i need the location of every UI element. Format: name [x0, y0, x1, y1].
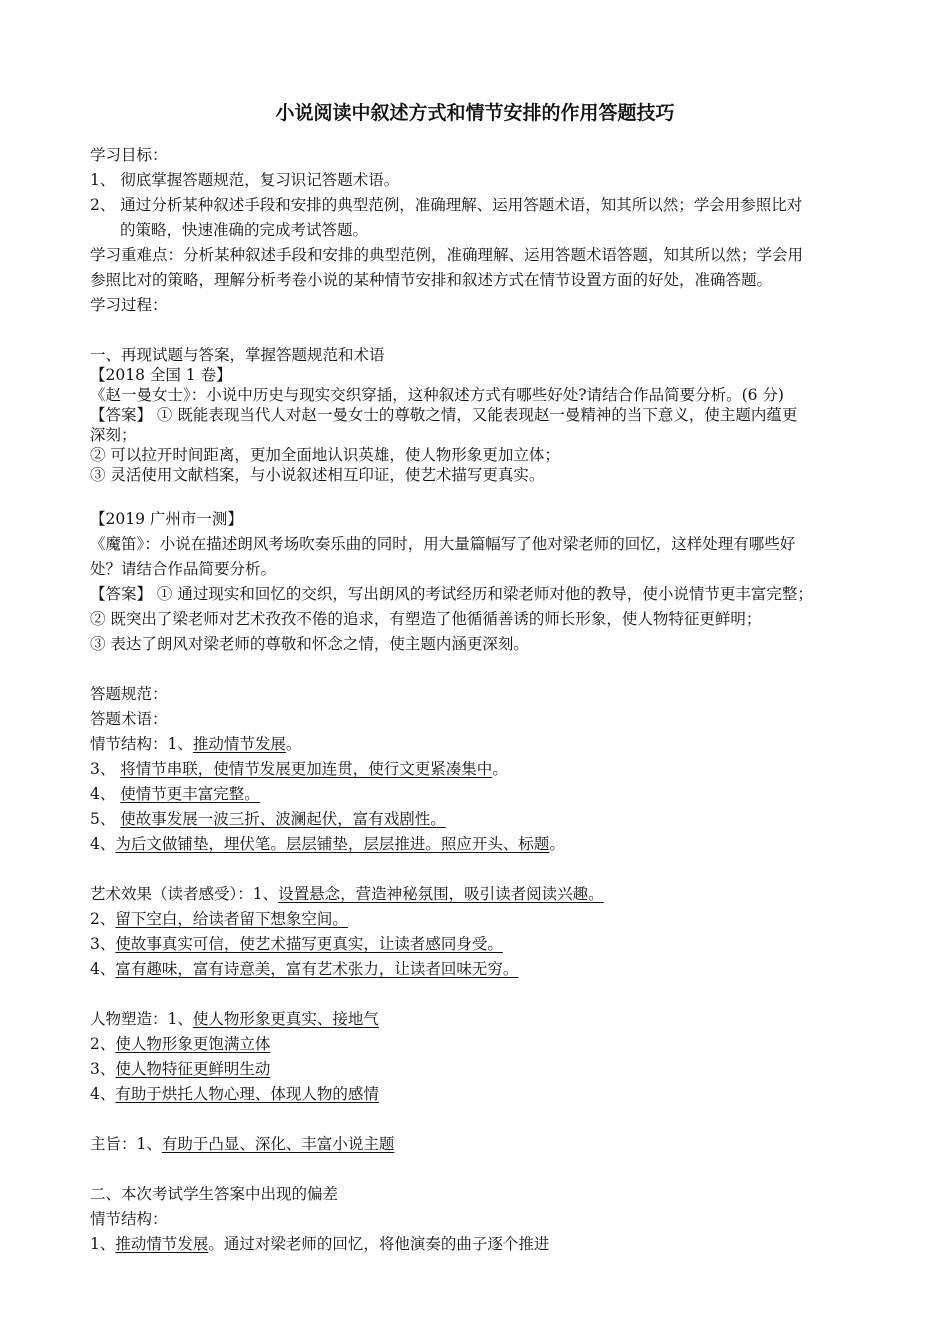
- goal-item-2-cont: 的策略，快速准确的完成考试答题。: [120, 221, 369, 239]
- plot-term-1: 推动情节发展: [192, 735, 286, 753]
- section2-sub: 情节结构：: [90, 1210, 168, 1228]
- plot-item-4: [90, 783, 260, 805]
- norms-heading: 答题规范：: [90, 685, 168, 703]
- section2-heading: 二、本次考试学生答案中出现的偏差: [90, 1185, 339, 1203]
- plot-term-6: 为后文做铺垫，埋伏笔。层层铺垫，层层推进。照应开头、标题: [115, 835, 550, 853]
- q1-source: 【2018 全国 1 卷】: [90, 366, 232, 384]
- q1-answer-1: 【答案】 ① 既能表现当代人对赵一曼女士的尊敬之情，又能表现赵一曼精神的当下意义，使主题内蕴更: [90, 406, 798, 424]
- section2-item-1-rest: 。通过对梁老师的回忆，将他演奏的曲子逐个推进: [208, 1235, 550, 1253]
- plot-term-3: 将情节串联，使情节发展更加连贯，使行文更紧凑集中: [120, 760, 493, 778]
- char-item-2: [90, 1033, 270, 1055]
- item-number: 2、: [90, 910, 116, 928]
- plot-item-1: [90, 733, 301, 755]
- punct: 。: [549, 835, 565, 853]
- item-number: 3、: [90, 760, 121, 778]
- art-term-4: 富有趣味，富有诗意美，富有艺术张力，让读者回味无穷。: [115, 960, 519, 978]
- item-number: 3、: [90, 1060, 116, 1078]
- art-item-3: [90, 933, 503, 955]
- q2-answer-1: 【答案】 ① 通过现实和回忆的交织，写出朗风的考试经历和梁老师对他的教导，使小说情节更丰富完整；: [90, 585, 813, 603]
- section2-term-1: 推动情节发展: [115, 1235, 209, 1253]
- art-item-1: [90, 883, 604, 905]
- q2-answer-2: ② 既突出了梁老师对艺术孜孜不倦的追求，有塑造了他循循善诱的师长形象，使人物特征更鲜明；: [90, 610, 762, 628]
- char-term-4: 有助于烘托人物心理、体现人物的感情: [115, 1085, 379, 1103]
- difficulty-line-2: 参照比对的策略，理解分析考卷小说的某种情节安排和叙述方式在情节设置方面的好处，准确答题。: [90, 271, 773, 289]
- item-number: 5、: [90, 810, 121, 828]
- plot-item-3: [90, 758, 508, 780]
- item-number: 3、: [90, 935, 116, 953]
- terms-heading: 答题术语：: [90, 710, 168, 728]
- item-number: 4、: [90, 835, 116, 853]
- item-number: 4、: [90, 1085, 116, 1103]
- theme-item-1: [90, 1133, 394, 1155]
- goal-item-1: 1、 彻底掌握答题规范，复习识记答题术语。: [90, 171, 400, 189]
- section1-heading: 一、再现试题与答案，掌握答题规范和术语: [90, 346, 385, 364]
- art-item-4: [90, 958, 518, 980]
- art-item-2: [90, 908, 348, 930]
- punct: 。: [492, 760, 508, 778]
- plot-item-6: [90, 833, 565, 855]
- goal-item-2: 2、 通过分析某种叙述手段和安排的典型范例，准确理解、运用答题术语，知其所以然；学会用参照比对: [90, 196, 803, 214]
- goals-heading: 学习目标：: [90, 146, 168, 164]
- char-term-2: 使人物形象更饱满立体: [115, 1035, 271, 1053]
- art-term-1: 设置悬念，营造神秘氛围，吸引读者阅读兴趣。: [278, 885, 604, 903]
- item-number: 4、: [90, 960, 116, 978]
- q2-answer-3: ③ 表达了朗风对梁老师的尊敬和怀念之情，使主题内涵更深刻。: [90, 635, 529, 653]
- plot-term-4: 使情节更丰富完整。: [120, 785, 260, 803]
- difficulty-line-1: 学习重难点：分析某种叙述手段和安排的典型范例，准确理解、运用答题术语答题，知其所以然；学会用: [90, 246, 804, 264]
- q1-answer-2: ② 可以拉开时间距离，更加全面地认识英雄，使人物形象更加立体；: [90, 446, 560, 464]
- section2-item-1: [90, 1233, 549, 1255]
- char-prefix: 人物塑造：1、: [90, 1010, 193, 1028]
- theme-prefix: 主旨：1、: [90, 1135, 162, 1153]
- char-item-3: [90, 1058, 270, 1080]
- char-term-3: 使人物特征更鲜明生动: [115, 1060, 271, 1078]
- char-item-4: [90, 1083, 379, 1105]
- item-number: 1、: [90, 1235, 116, 1253]
- char-term-1: 使人物形象更真实、接地气: [192, 1010, 379, 1028]
- process-heading: 学习过程：: [90, 296, 168, 314]
- char-item-1: [90, 1008, 379, 1030]
- plot-term-5: 使故事发展一波三折、波澜起伏，富有戏剧性。: [120, 810, 446, 828]
- q2-question: 《魔笛》：小说在描述朗风考场吹奏乐曲的同时，用大量篇幅写了他对梁老师的回忆，这样处理有哪些好: [90, 535, 796, 553]
- theme-term-1: 有助于凸显、深化、丰富小说主题: [161, 1135, 395, 1153]
- punct: 。: [285, 735, 302, 753]
- q1-answer-3: ③ 灵活使用文献档案，与小说叙述相互印证，使艺术描写更真实。: [90, 466, 545, 484]
- plot-item-5: [90, 808, 446, 830]
- art-term-3: 使故事真实可信，使艺术描写更真实，让读者感同身受。: [115, 935, 503, 953]
- art-term-2: 留下空白，给读者留下想象空间。: [115, 910, 348, 928]
- art-prefix: 艺术效果（读者感受）：1、: [90, 885, 279, 903]
- document-title: 小说阅读中叙述方式和情节安排的作用答题技巧: [275, 102, 675, 124]
- plot-prefix: 情节结构：1、: [90, 735, 193, 753]
- q1-question: 《赵一曼女士》：小说中历史与现实交织穿插，这种叙述方式有哪些好处?请结合作品简要分析。(6 分): [90, 386, 784, 404]
- q2-source: 【2019 广州市一测】: [90, 510, 243, 528]
- q2-question-cont: 处？请结合作品简要分析。: [90, 560, 277, 578]
- item-number: 4、: [90, 785, 121, 803]
- item-number: 2、: [90, 1035, 116, 1053]
- q1-answer-1-cont: 深刻；: [90, 426, 137, 444]
